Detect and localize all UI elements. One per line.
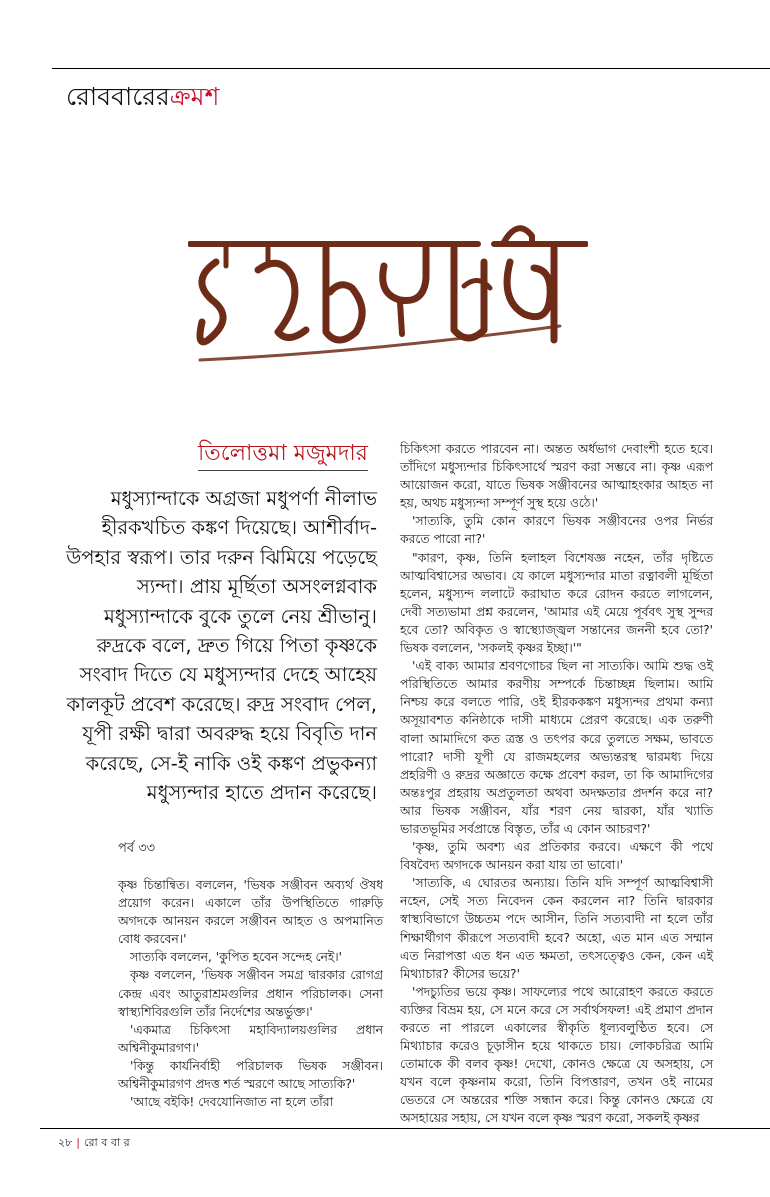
paragraph: 'সাত্যকি, তুমি কোন কারণে ভিষক সঞ্জীবনের ওপর নির্ভর করতে পারো না?' (400, 514, 713, 547)
page-footer (58, 1136, 130, 1150)
paragraph: 'কৃষ্ণ, তুমি অবশ্য এর প্রতিকার করবে। এক্ষণে কী পথে বিষবৈদ্য অগদকে আনয়ন করা যায় তা ভাবো।' (400, 840, 713, 873)
magazine-name: রো ব বা র (84, 1136, 130, 1149)
section-name: রোববারের (66, 82, 170, 111)
bottom-rule (40, 1128, 770, 1129)
paragraph: "কারণ, কৃষ্ণ, তিনি হলাহল বিশেষজ্ঞ নহেন, তাঁর দৃষ্টিতে আত্মবিশ্বাসের অভাব। যে কালে মধুস্যন্দার মাতা রত্নাবলী মূর্ছিতা হলেন, মধুস্যন্দ ললাটে করাঘাত করে রোদন করতে লাগলেন, দেবী সত্যভামা প্রশ্ন করলেন, 'আমার এই মেয়ে পূর্ববৎ সুস্থ সুন্দর হবে তো? অবিকৃত ও স্বাস্থ্যোজ্জ্বল সন্তানের জননী হবে তো?' ভিষক বললেন, 'সকলই কৃষ্ণর ইচ্ছা।'" (400, 550, 713, 656)
paragraph: 'আছে বইকি! দেবযোনিজাত না হলে তাঁরা (130, 1095, 334, 1110)
paragraph: চিকিৎসা করতে পারবেন না। অন্তত অর্ধভাগ দেবাংশী হতে হবে। তাঁদিগে মধুস্যন্দার চিকিৎসার্থে স্মরণ করা সম্ভবে না। কৃষ্ণ এরূপ আয়োজন করো, যাতে ভিষক সঞ্জীবনের আত্মাহংকার আহত না হয়, অথচ মধুস্যন্দা সম্পূর্ণ সুস্থ হয়ে ওঠে।' (400, 442, 713, 511)
right-column (400, 440, 713, 1128)
paragraph: সাত্যকি বললেন, 'কুপিত হবেন সন্দেহ নেই।' (130, 950, 343, 965)
lead-paragraph (52, 484, 377, 807)
paragraph: 'কিন্তু কার্যনির্বাহী পরিচালক ভিষক সঞ্জীবন। অশ্বিনীকুমারগণ প্রদত্ত শর্ত স্মরণে আছে সাত্যকি?' (118, 1058, 383, 1092)
page-number: ২৮ (58, 1136, 73, 1149)
author-underline (198, 470, 368, 471)
paragraph: 'এই বাক্য আমার শ্রবণগোচর ছিল না সাত্যকি। আমি শুদ্ধ ওই পরিস্থিতিতে আমার করণীয় সম্পর্কে চিন্তাচ্ছন্ন ছিলাম। আমি নিশ্চয় করে বলতে পারি, ওই হীরককঙ্কণ মধুস্যন্দর প্রথমা কন্যা অসূয়াবশত কনিষ্ঠাকে দাসী মাধ্যমে প্রেরণ করেছে। এক তরুণী বালা আমাদিগে কত ত্রস্ত ও তৎপর করে তুলতে সক্ষম, ভাবতে পারো? দাসী যূপী যে রাজমহলের অভ্যন্তরস্থ দ্বারমধ্য দিয়ে প্রহরিণী ও রুদ্রর অজ্ঞাতে কক্ষে প্রবেশ করল, তা কি আমাদিগের অন্তঃপুর প্রহরায় অপ্রতুলতা অথবা অদক্ষতার প্রদর্শন করে না? আর ভিষক সঞ্জীবন, যাঁর শরণ নেয় দ্বারকা, যাঁর খ্যাতি ভারতভূমির সর্বপ্রান্তে বিস্তৃত, তাঁর এ কোন আচরণ?' (400, 659, 713, 836)
paragraph: 'একমাত্র চিকিৎসা মহাবিদ্যালয়গুলির প্রধান অশ্বিনীকুমারগণ।' (118, 1022, 383, 1055)
paragraph: কৃষ্ণ চিন্তান্বিত। বললেন, 'ভিষক সঞ্জীবন অব্যর্থ ঔষধ প্রয়োগ করেন। একালে তাঁর উপস্থিতিতে গারুড়ি অগদকে আনয়ন করলে সঞ্জীবন আহত ও অপমানিত বোধ করবেন।' (118, 878, 383, 947)
author-name: তিলোত্তমা মজুমদার (198, 441, 368, 466)
lead-text: মধুস্যান্দাকে অগ্রজা মধুপর্ণা নীলাভ হীরকখচিত কঙ্কণ দিয়েছে। আশীর্বাদ-উপহার স্বরূপ। তার দরুন ঝিমিয়ে পড়েছে স্যন্দা। প্রায় মূর্ছিতা অসংলগ্নবাক মধুস্যান্দাকে বুকে তুলে নেয় শ্রীভানু। রুদ্রকে বলে, দ্রুত গিয়ে পিতা কৃষ্ণকে সংবাদ দিতে যে মধুস্যন্দার দেহে আহেয় কালকূট প্রবেশ করেছে। রুদ্র সংবাদ পেল, যূপী রক্ষী দ্বারা অবরুদ্ধ হয়ে বিবৃতি দান করেছে, সে-ই নাকি ওই কঙ্কণ প্রভুকন্যা মধুস্যন্দার হাতে প্রদান করেছে। (66, 487, 377, 805)
episode-label: পর্ব ৩৩ (118, 841, 156, 856)
paragraph: কৃষ্ণ বললেন, 'ভিষক সঞ্জীবন সমগ্র দ্বারকার রোগগ্র কেন্দ্র এবং আতুরাশ্রমগুলির প্রধান পরিচালক। সেনা স্বাস্থ্যশিবিরগুলি তাঁর নির্দেশের অন্তর্ভুক্ত।' (118, 968, 383, 1019)
section-header (66, 82, 219, 112)
left-column (118, 876, 383, 1111)
paragraph: 'সাত্যকি, এ ঘোরতর অন্যায়। তিনি যদি সম্পূর্ণ আত্মবিশ্বাসী নহেন, সেই সত্য নিবেদন কেন করলেন না? তিনি দ্বারকার স্বাস্থ্যবিভাগে উচ্চতম পদে আসীন, তিনি সত্যবাদী না হলে তাঁর শিক্ষার্থীগণ কীরূপে সত্যবাদী হবে? অহো, এত মান এত সম্মান এত নিরাপত্তা এত ধন এত ক্ষমতা, তৎসত্ত্বেও কেন, কেন এই মিথ্যাচার? কীসের ভয়ে?' (400, 876, 713, 981)
footer-separator: | (76, 1136, 81, 1149)
paragraph: 'পদচ্যুতির ভয়ে কৃষ্ণ। সাফল্যের পথে আরোহণ করতে করতে ব্যক্তির বিভ্রম হয়, সে মনে করে সে সর্বার্থসফল! এই প্রমাণ প্রদান করতে না পারলে একালের স্বীকৃতি ধূল্যবলুণ্ঠিত হবে। সে মিথ্যাচার করেও চূড়াসীন হয়ে থাকতে চায়। লোকচরিত্র আমি তোমাকে কী বলব কৃষ্ণ! দেখো, কোনও ক্ষেত্রে যে অসহায়, সে যখন বলে কৃষ্ণনাম করো, তিনি বিপত্তারণ, তখন ওই নামের ভেতরে সে অন্তরের শক্তি সন্ধান করে। কিন্তু কোনও ক্ষেত্রে যে অসহায়ের সহায়, সে যখন বলে কৃষ্ণ স্মরণ করো, সকলই কৃষ্ণর (400, 984, 713, 1126)
section-accent: ক্রমশ (169, 82, 220, 111)
top-rule (52, 68, 770, 69)
title-logo (188, 222, 588, 370)
